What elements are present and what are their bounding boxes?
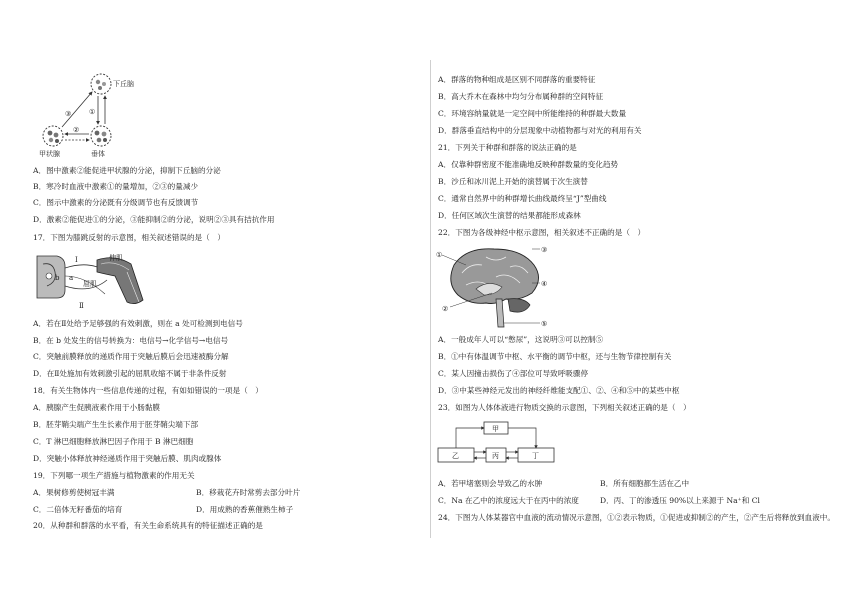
q22-option-b: B．①中有体温调节中枢、水平衡的调节中枢，还与生物节律控制有关 [438,352,672,361]
q22-stem: 22．下图为各级神经中枢示意图，相关叙述不正确的是（ ） [438,228,646,237]
roman-2-label: Ⅱ [79,302,84,310]
q20-option-c: C．环境容纳量就是一定空间中所能维持的种群最大数量 [438,109,627,118]
fluid-bing-label: 丙 [492,452,499,460]
brain-label-3: ③ [541,246,548,254]
fluid-jia-label: 甲 [492,425,499,433]
q22-option-a: A．一般成年人可以“憋尿”，这说明③可以控制⑤ [438,335,604,344]
q20-stem: 20．从种群和群落的水平看，有关生命系统具有的特征描述正确的是 [33,521,263,530]
pituitary-label: 垂体 [91,150,105,158]
point-b-label: b [55,274,60,282]
q17-option-a: A．若在Ⅱ处给予足够强的有效刺激，则在 a 处可检测到电信号 [33,319,243,328]
q20-option-d: D．群落垂直结构中的分层现象中动植物都与对光的利用有关 [438,126,642,135]
hypothalamus-label: 下丘脑 [113,80,134,88]
flexor-label: 屈肌 [83,280,97,288]
q16-option-c: C．图示中激素的分泌既有分级调节也有反馈调节 [33,198,199,207]
brain-figure [436,243,560,331]
hormone-2-label: ② [73,126,80,134]
q23-option-a: A．若甲堵塞则会导致乙的水肿 [438,479,543,488]
q20-option-a: A．群落的物种组成是区别不同群落的重要特征 [438,75,596,84]
q16-option-b: B．寒冷时血液中激素①的量增加，②③的量减少 [33,182,199,191]
q21-option-b: B．沙丘和冰川泥上开始的演替属于次生演替 [438,177,588,186]
q21-stem: 21．下列关于种群和群落的说法正确的是 [438,143,577,152]
q24-stem: 24．下图为人体某器官中血液的流动情况示意图，①②表示物质，①促进或抑制②的产生，②产生后将释放到血液中。 [438,513,835,522]
q16-option-a: A．图中激素②能促进甲状腺的分泌，抑制下丘脑的分泌 [33,166,221,175]
brain-label-4: ④ [541,280,548,288]
q16-option-d: D．激素②能促进①的分泌，③能抑制②的分泌，说明②③具有拮抗作用 [33,215,275,224]
roman-1-label: Ⅰ [75,256,78,264]
q19-option-c: C．二倍体无籽番茄的培育 [33,505,123,514]
q23-option-d: D．丙、丁的渗透压 90%以上来源于 Na⁺和 Cl [600,496,760,505]
q18-option-a: A．胰腺产生促胰液素作用于小肠黏膜 [33,403,160,412]
brain-label-1: ① [436,251,443,259]
q17-option-c: C．突触前膜释放的递质作用于突触后膜后会迅速被酶分解 [33,352,229,361]
knee-reflex-figure [35,250,150,310]
column-divider [430,60,431,538]
q23-option-c: C．Na 在乙中的浓度远大于在丙中的浓度 [438,496,579,505]
q19-option-b: B．移栽花卉时常剪去部分叶片 [196,488,301,497]
point-a-label: a [69,274,74,282]
q19-option-a: A．果树修剪使树冠丰满 [33,488,115,497]
q21-option-c: C．通常自然界中的种群增长曲线最终呈“J”型曲线 [438,194,607,203]
q18-option-c: C．T 淋巴细胞释放淋巴因子作用于 B 淋巴细胞 [33,437,194,446]
q22-option-d: D．③中某些神经元发出的神经纤维能支配①、②、④和⑤中的某些中枢 [438,386,680,395]
hormone-3-label: ③ [65,110,72,118]
fluid-ding-label: 丁 [532,452,539,460]
hormone-regulation-figure [35,70,145,162]
q19-stem: 19．下列哪一项生产措施与植物激素的作用无关 [33,471,195,480]
q23-stem: 23．如图为人体体液进行物质交换的示意图，下列相关叙述正确的是（ ） [438,403,691,412]
q17-option-d: D．在Ⅱ处施加有效刺激引起的屈肌收缩不属于非条件反射 [33,369,227,378]
q18-option-b: B．胚芽鞘尖端产生生长素作用于胚芽鞘尖端下部 [33,420,199,429]
q19-option-d: D．用成熟的香蕉催熟生柿子 [196,505,294,514]
q17-option-b: B．在 b 处发生的信号转换为：电信号→化学信号→电信号 [33,336,229,345]
brain-label-5: ⑤ [541,320,548,328]
q20-option-b: B．高大乔木在森林中均匀分布属种群的空间特征 [438,92,604,101]
q22-option-c: C．某人因撞击损伤了④部位可导致呼吸骤停 [438,369,589,378]
hormone-1-label: ① [89,108,96,116]
brain-label-2: ② [442,305,449,313]
q18-option-d: D．突触小体释放神经递质作用于突触后膜、肌肉或腺体 [33,454,222,463]
q21-option-a: A．仅靠种群密度不能准确地反映种群数量的变化趋势 [438,160,619,169]
fluid-yi-label: 乙 [452,452,459,460]
q18-stem: 18．有关生物体内一些信息传递的过程，有如如错误的一项是（ ） [33,386,263,395]
extensor-label: 伸肌 [109,254,123,262]
q23-option-b: B．所有细胞都生活在乙中 [600,479,690,488]
thyroid-label: 甲状腺 [39,150,60,158]
q21-option-d: D．任何区域次生演替的结果都能形成森林 [438,211,581,220]
q17-stem: 17．下图为膝跳反射的示意图，相关叙述错误的是（ ） [33,233,225,242]
body-fluid-figure [436,420,556,466]
